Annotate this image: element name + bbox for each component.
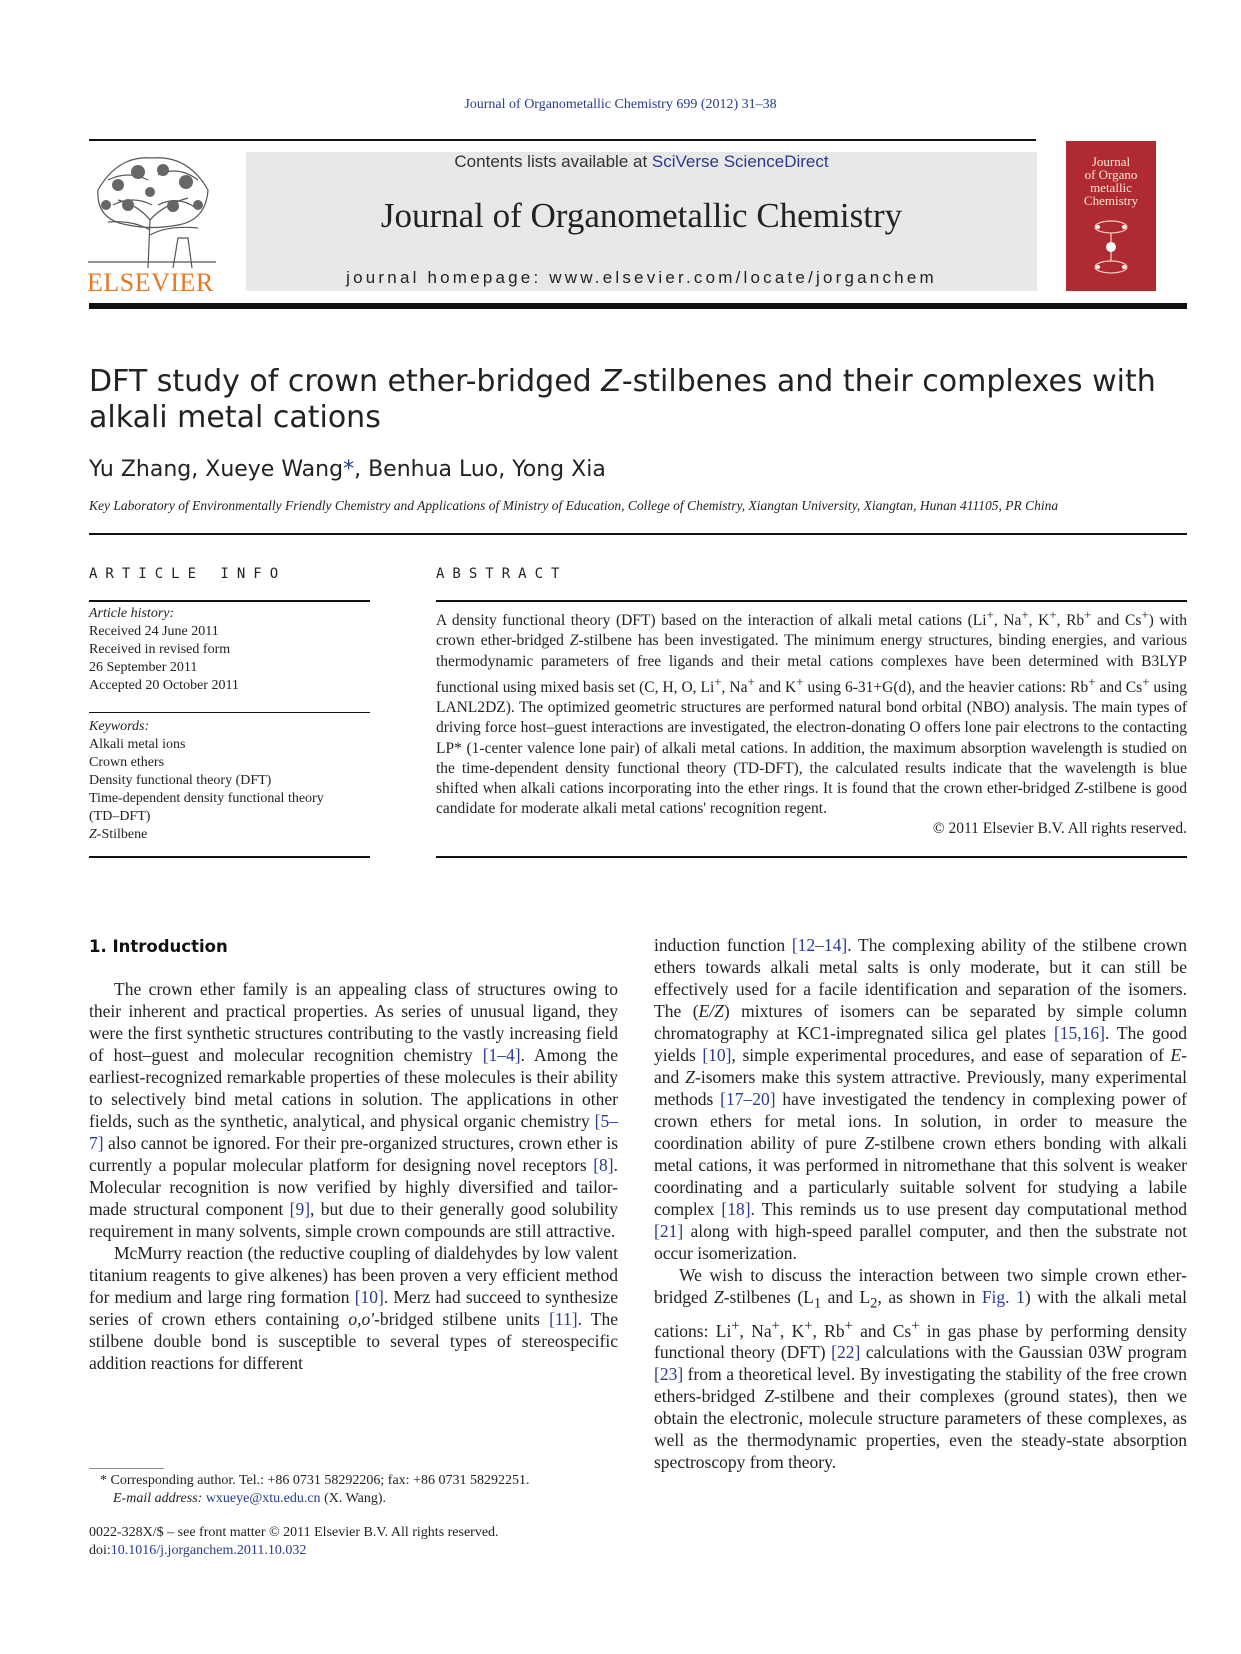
journal-citation[interactable]: Journal of Organometallic Chemistry 699 (2012) 31–38	[464, 97, 777, 112]
title-block-rule	[89, 533, 1187, 535]
journal-cover-thumbnail	[1066, 141, 1156, 291]
front-matter	[89, 1524, 689, 1560]
reference-link[interactable]: [9]	[289, 1199, 311, 1219]
corresponding-author-mark[interactable]: *	[343, 457, 355, 482]
keyword: Alkali metal ions	[89, 737, 186, 752]
reference-link[interactable]: [12–14]	[791, 935, 848, 955]
article-info-heading: ARTICLE INFO	[89, 566, 287, 582]
abstract-heading: ABSTRACT	[436, 566, 568, 582]
reference-link[interactable]: [17–20]	[720, 1089, 776, 1109]
abstract-text	[436, 605, 1187, 840]
keyword: (TD–DFT)	[89, 809, 151, 824]
keywords-label: Keywords:	[89, 719, 150, 734]
accepted-date: Accepted 20 October 2011	[89, 678, 239, 693]
received-date: Received 24 June 2011	[89, 624, 219, 639]
issn-line: 0022-328X/$ – see front matter © 2011 Elsevier B.V. All rights reserved.	[89, 1525, 499, 1540]
corresponding-author-footnote: * Corresponding author. Tel.: +86 0731 58292206; fax: +86 0731 58292251. E-mail address: wxueye@xtu.edu.cn (X. Wang).	[100, 1473, 530, 1506]
intro-paragraph-3: induction function [12–14]. The complexing ability of the stilbene crown ethers towards alkali metal salts is only moderate, but it can still be effectively used for a facile identification and separation of the isomers. The (E/Z) mixtures of isomers can be separated by simple column chromatography at KC1-impregnated silica gel plates [15,16]. The good yields [10], simple experimental procedures, and ease of separation of E- and Z-isomers make this system attractive. Previously, many experimental methods [17–20] have investigated the tendency in complexing power of crown ethers for metal ions. In solution, in order to measure the coordination ability of pure Z-stilbene crown ethers bonding with alkali metal cations, it was performed in nitromethane that this solvent is weaker coordinating and a particularly suitable solvent for studying a labile complex [18]. This reminds us to use present day computational method [21] along with high-speed parallel computer, and then the substrate not occur isomerization.	[654, 935, 1187, 1263]
intro-left-column	[89, 978, 618, 1374]
revised-date: 26 September 2011	[89, 660, 198, 675]
abstract-top-rule	[436, 600, 1187, 602]
cover-title: Journal of Organo metallic Chemistry	[1083, 154, 1139, 208]
article-title: DFT study of crown ether-bridged Z-stilbenes and their complexes with alkali metal cations	[89, 364, 1156, 435]
reference-link[interactable]: [22]	[831, 1342, 861, 1363]
keyword: Time-dependent density functional theory	[89, 791, 324, 806]
article-info-rule	[89, 600, 370, 602]
keywords	[89, 718, 370, 844]
article-history	[89, 605, 370, 695]
reference-link[interactable]: [10]	[354, 1287, 384, 1307]
keyword: Density functional theory (DFT)	[89, 773, 272, 788]
intro-right-column	[654, 934, 1187, 1473]
affiliation: Key Laboratory of Environmentally Friendly Chemistry and Applications of Ministry of Education, College of Chemistry, Xiangtan University, Xiangtan, Hunan 411105, PR China	[89, 498, 1059, 513]
abstract-body: A density functional theory (DFT) based on the interaction of alkali metal cations (Li+, Na+, K+, Rb+ and Cs+) with crown ether-bridged Z-stilbene has been investigated. The minimum energy structures, binding energies, and various thermodynamic parameters of free ligands and their metal cations complexes have been determined with B3LYP functional using mixed basis set (C, H, O, Li+, Na+ and K+ using 6-31+G(d), and the heavier cations: Rb+ and Cs+ using LANL2DZ). The optimized geometric structures are performed natural bond orbital (NBO) analysis. The main types of driving force host–guest interactions are investigated, the electron-donating O offers lone pair electrons to the contacting LP* (1-center valence lone pair) of alkali metal cations. In addition, the maximum absorption wavelength is studied on the time-dependent density functional theory (TD-DFT), the calculated results indicate that the wavelength is blue shifted when alkali cations incorporating into the ether rings. It is found that the crown ether-bridged Z-stilbene is good candidate for moderate alkali metal cations' recognition regent.	[436, 607, 1188, 818]
keyword: Crown ethers	[89, 755, 165, 770]
reference-link[interactable]: [18]	[721, 1199, 751, 1219]
keyword: Z-Stilbene	[89, 827, 148, 842]
journal-homepage[interactable]: journal homepage: www.elsevier.com/locate/jorganchem	[346, 268, 937, 287]
footnote-rule	[89, 1468, 164, 1469]
introduction-heading: 1. Introduction	[89, 937, 228, 956]
intro-paragraph-1: The crown ether family is an appealing class of structures owing to their inherent and practical properties. As series of unusual ligand, they were the first synthetic structures contributing to the vastly increasing field of host–guest and molecular recognition chemistry [1–4]. Among the earliest-recognized remarkable properties of these molecules is their ability to selectively bind metal cations in solution. The applications in other fields, such as the synthetic, analytical, and physical organic chemistry [5–7] also cannot be ignored. For their pre-organized structures, crown ether is currently a popular molecular platform for designing novel receptors [8]. Molecular recognition is now verified by highly diversified and tailor-made structural component [9], but due to their generally good solubility requirement in many solvents, simple crown compounds are still attractive.	[89, 979, 618, 1241]
reference-link[interactable]: [15,16]	[1053, 1023, 1105, 1043]
history-keywords-rule	[89, 712, 370, 713]
header-bottom-rule	[89, 303, 1187, 309]
reference-link[interactable]: [1–4]	[482, 1045, 521, 1065]
reference-link[interactable]: [21]	[654, 1221, 684, 1241]
revised-label: Received in revised form	[89, 642, 231, 657]
reference-link[interactable]: [5–7]	[89, 1111, 618, 1153]
cover-molecule-graphic	[1086, 209, 1136, 287]
doi-line: doi:10.1016/j.jorganchem.2011.10.032	[89, 1543, 307, 1558]
reference-link[interactable]: [8]	[593, 1155, 614, 1175]
contents-line: Contents lists available at SciVerse ScienceDirect	[454, 152, 829, 171]
author-list: Yu Zhang, Xueye Wang*, Benhua Luo, Yong Xia	[89, 457, 606, 482]
abstract-bottom-rule	[436, 856, 1187, 858]
figure-link[interactable]: Fig. 1	[981, 1287, 1025, 1307]
reference-link[interactable]: [10]	[702, 1045, 732, 1065]
header-top-rule	[89, 139, 1036, 141]
publisher-wordmark: ELSEVIER	[87, 268, 214, 297]
doi-link[interactable]: 10.1016/j.jorganchem.2011.10.032	[110, 1543, 307, 1558]
intro-paragraph-4: We wish to discuss the interaction between two simple crown ether-bridged Z-stilbenes ($L_1$ and $L_2$, as shown in Fig. 1) with the alkali metal cations: Li+, Na+, K+, Rb+ and Cs+ in gas phase by performing density functional theory (DFT) [22] calculations with the Gaussian 03W program [23] from a theoretical level. By investigating the stability of the free crown ethers-bridged Z-stilbene and their complexes (ground states), then we obtain the electronic, molecule structure parameters of these complexes, as well as the thermodynamic properties, even the steady-state absorption spectroscopy from theory.	[654, 1265, 1187, 1473]
reference-link[interactable]: [11]	[549, 1309, 578, 1329]
article-history-label: Article history:	[89, 606, 175, 621]
abstract-copyright: © 2011 Elsevier B.V. All rights reserved.	[932, 820, 1187, 838]
intro-paragraph-2: McMurry reaction (the reductive coupling of dialdehydes by low valent titanium reagents to give alkenes) has been proven a very efficient method for medium and large ring formation [10]. Merz had succeed to synthesize series of crown ethers containing o,o'-bridged stilbene units [11]. The stilbene double bond is susceptible to several types of stereospecific addition reactions for different	[89, 1243, 618, 1373]
article-info-bottom-rule	[89, 856, 370, 858]
author-email-link[interactable]: wxueye@xtu.edu.cn	[205, 1491, 321, 1506]
reference-link[interactable]: [23]	[654, 1364, 684, 1385]
sciencedirect-link[interactable]: SciVerse ScienceDirect	[651, 152, 829, 171]
journal-title: Journal of Organometallic Chemistry	[380, 196, 903, 235]
